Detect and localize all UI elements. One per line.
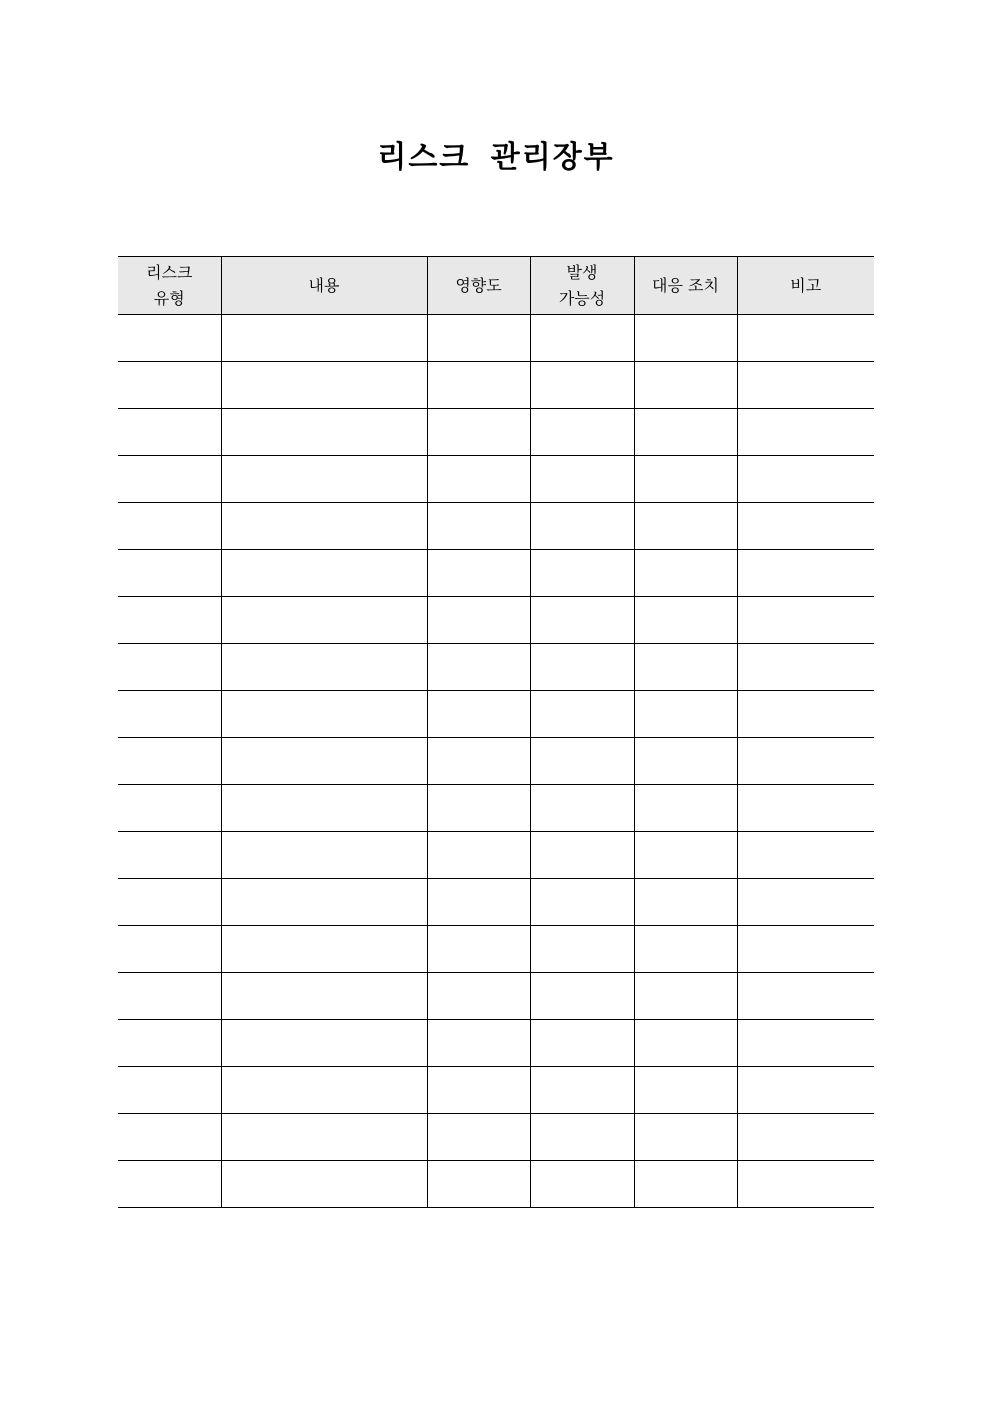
cell-impact[interactable] bbox=[427, 550, 530, 597]
cell-risk-type[interactable] bbox=[118, 550, 221, 597]
cell-risk-type[interactable] bbox=[118, 691, 221, 738]
cell-remarks[interactable] bbox=[737, 1020, 874, 1067]
cell-response[interactable] bbox=[634, 1067, 737, 1114]
cell-remarks[interactable] bbox=[737, 597, 874, 644]
cell-response[interactable] bbox=[634, 597, 737, 644]
cell-remarks[interactable] bbox=[737, 1067, 874, 1114]
header-risk-type-line-2: 유형 bbox=[153, 288, 185, 308]
cell-remarks[interactable] bbox=[737, 315, 874, 362]
cell-likelihood[interactable] bbox=[530, 973, 634, 1020]
header-likelihood-line-1: 발생 bbox=[566, 262, 598, 282]
cell-likelihood[interactable] bbox=[530, 1161, 634, 1208]
cell-impact[interactable] bbox=[427, 644, 530, 691]
cell-response[interactable] bbox=[634, 550, 737, 597]
page-title: 리스크 관리장부 bbox=[377, 140, 615, 175]
table-row bbox=[118, 926, 874, 973]
table-row bbox=[118, 879, 874, 926]
cell-risk-type[interactable] bbox=[118, 1067, 221, 1114]
table-row bbox=[118, 832, 874, 879]
cell-risk-type[interactable] bbox=[118, 973, 221, 1020]
cell-likelihood[interactable] bbox=[530, 597, 634, 644]
cell-risk-type[interactable] bbox=[118, 362, 221, 409]
table-row bbox=[118, 644, 874, 691]
cell-risk-type[interactable] bbox=[118, 503, 221, 550]
header-response-label: 대응 조치 bbox=[652, 275, 719, 295]
cell-risk-type[interactable] bbox=[118, 879, 221, 926]
cell-remarks[interactable] bbox=[737, 362, 874, 409]
cell-impact[interactable] bbox=[427, 503, 530, 550]
cell-risk-type[interactable] bbox=[118, 738, 221, 785]
cell-remarks[interactable] bbox=[737, 550, 874, 597]
cell-remarks[interactable] bbox=[737, 1161, 874, 1208]
cell-content[interactable] bbox=[221, 550, 427, 597]
risk-register-table bbox=[118, 256, 874, 1208]
table-row bbox=[118, 409, 874, 456]
cell-risk-type[interactable] bbox=[118, 1114, 221, 1161]
header-response bbox=[634, 257, 737, 315]
table-row bbox=[118, 785, 874, 832]
table-row bbox=[118, 456, 874, 503]
cell-content[interactable] bbox=[221, 362, 427, 409]
header-likelihood bbox=[530, 257, 634, 315]
cell-content[interactable] bbox=[221, 1020, 427, 1067]
cell-likelihood[interactable] bbox=[530, 315, 634, 362]
cell-impact[interactable] bbox=[427, 362, 530, 409]
table-row bbox=[118, 1114, 874, 1161]
cell-remarks[interactable] bbox=[737, 409, 874, 456]
header-remarks bbox=[737, 257, 874, 315]
cell-likelihood[interactable] bbox=[530, 644, 634, 691]
cell-response[interactable] bbox=[634, 1161, 737, 1208]
cell-impact[interactable] bbox=[427, 738, 530, 785]
cell-response[interactable] bbox=[634, 738, 737, 785]
cell-likelihood[interactable] bbox=[530, 362, 634, 409]
cell-likelihood[interactable] bbox=[530, 409, 634, 456]
table-row bbox=[118, 597, 874, 644]
cell-response[interactable] bbox=[634, 973, 737, 1020]
cell-impact[interactable] bbox=[427, 1067, 530, 1114]
cell-content[interactable] bbox=[221, 503, 427, 550]
cell-response[interactable] bbox=[634, 691, 737, 738]
cell-response[interactable] bbox=[634, 409, 737, 456]
cell-impact[interactable] bbox=[427, 456, 530, 503]
cell-impact[interactable] bbox=[427, 1114, 530, 1161]
cell-likelihood[interactable] bbox=[530, 550, 634, 597]
cell-content[interactable] bbox=[221, 785, 427, 832]
cell-likelihood[interactable] bbox=[530, 456, 634, 503]
cell-remarks[interactable] bbox=[737, 879, 874, 926]
cell-content[interactable] bbox=[221, 973, 427, 1020]
cell-content[interactable] bbox=[221, 691, 427, 738]
cell-risk-type[interactable] bbox=[118, 644, 221, 691]
cell-content[interactable] bbox=[221, 832, 427, 879]
cell-content[interactable] bbox=[221, 926, 427, 973]
table-row bbox=[118, 738, 874, 785]
cell-content[interactable] bbox=[221, 315, 427, 362]
header-risk-type bbox=[118, 257, 221, 315]
cell-risk-type[interactable] bbox=[118, 1020, 221, 1067]
cell-risk-type[interactable] bbox=[118, 456, 221, 503]
cell-likelihood[interactable] bbox=[530, 785, 634, 832]
cell-likelihood[interactable] bbox=[530, 503, 634, 550]
cell-response[interactable] bbox=[634, 832, 737, 879]
table-body bbox=[118, 315, 874, 1208]
cell-risk-type[interactable] bbox=[118, 597, 221, 644]
cell-impact[interactable] bbox=[427, 832, 530, 879]
cell-impact[interactable] bbox=[427, 785, 530, 832]
cell-remarks[interactable] bbox=[737, 503, 874, 550]
header-impact-label: 영향도 bbox=[455, 275, 502, 295]
cell-response[interactable] bbox=[634, 785, 737, 832]
cell-remarks[interactable] bbox=[737, 926, 874, 973]
cell-response[interactable] bbox=[634, 879, 737, 926]
header-likelihood-line-2: 가능성 bbox=[558, 288, 606, 308]
table-header bbox=[118, 257, 874, 315]
header-remarks-label: 비고 bbox=[790, 275, 822, 295]
cell-content[interactable] bbox=[221, 456, 427, 503]
table-row bbox=[118, 1067, 874, 1114]
cell-remarks[interactable] bbox=[737, 1114, 874, 1161]
cell-risk-type[interactable] bbox=[118, 785, 221, 832]
cell-response[interactable] bbox=[634, 456, 737, 503]
cell-content[interactable] bbox=[221, 1114, 427, 1161]
cell-remarks[interactable] bbox=[737, 832, 874, 879]
cell-likelihood[interactable] bbox=[530, 738, 634, 785]
cell-likelihood[interactable] bbox=[530, 879, 634, 926]
cell-impact[interactable] bbox=[427, 879, 530, 926]
cell-risk-type[interactable] bbox=[118, 315, 221, 362]
cell-remarks[interactable] bbox=[737, 456, 874, 503]
cell-response[interactable] bbox=[634, 362, 737, 409]
cell-likelihood[interactable] bbox=[530, 832, 634, 879]
cell-risk-type[interactable] bbox=[118, 926, 221, 973]
table-row bbox=[118, 973, 874, 1020]
cell-impact[interactable] bbox=[427, 926, 530, 973]
cell-content[interactable] bbox=[221, 738, 427, 785]
header-content bbox=[221, 257, 427, 315]
cell-impact[interactable] bbox=[427, 691, 530, 738]
header-impact bbox=[427, 257, 530, 315]
cell-impact[interactable] bbox=[427, 973, 530, 1020]
cell-impact[interactable] bbox=[427, 315, 530, 362]
cell-response[interactable] bbox=[634, 926, 737, 973]
cell-content[interactable] bbox=[221, 879, 427, 926]
cell-likelihood[interactable] bbox=[530, 1114, 634, 1161]
cell-risk-type[interactable] bbox=[118, 1161, 221, 1208]
cell-likelihood[interactable] bbox=[530, 926, 634, 973]
cell-remarks[interactable] bbox=[737, 644, 874, 691]
header-row bbox=[118, 257, 874, 315]
cell-content[interactable] bbox=[221, 1161, 427, 1208]
header-content-label: 내용 bbox=[308, 275, 340, 295]
table-row bbox=[118, 550, 874, 597]
cell-likelihood[interactable] bbox=[530, 1020, 634, 1067]
cell-remarks[interactable] bbox=[737, 785, 874, 832]
cell-content[interactable] bbox=[221, 1067, 427, 1114]
cell-impact[interactable] bbox=[427, 1161, 530, 1208]
cell-risk-type[interactable] bbox=[118, 409, 221, 456]
cell-content[interactable] bbox=[221, 597, 427, 644]
cell-likelihood[interactable] bbox=[530, 691, 634, 738]
cell-response[interactable] bbox=[634, 644, 737, 691]
cell-likelihood[interactable] bbox=[530, 1067, 634, 1114]
table-row bbox=[118, 315, 874, 362]
cell-content[interactable] bbox=[221, 644, 427, 691]
table-row bbox=[118, 1020, 874, 1067]
cell-response[interactable] bbox=[634, 315, 737, 362]
cell-remarks[interactable] bbox=[737, 973, 874, 1020]
header-risk-type-line-1: 리스크 bbox=[146, 262, 193, 282]
cell-impact[interactable] bbox=[427, 409, 530, 456]
cell-response[interactable] bbox=[634, 1114, 737, 1161]
cell-remarks[interactable] bbox=[737, 691, 874, 738]
cell-risk-type[interactable] bbox=[118, 832, 221, 879]
table-row bbox=[118, 1161, 874, 1208]
cell-impact[interactable] bbox=[427, 1020, 530, 1067]
table-row bbox=[118, 691, 874, 738]
table-row bbox=[118, 362, 874, 409]
cell-response[interactable] bbox=[634, 1020, 737, 1067]
table-row bbox=[118, 503, 874, 550]
cell-content[interactable] bbox=[221, 409, 427, 456]
cell-response[interactable] bbox=[634, 503, 737, 550]
cell-remarks[interactable] bbox=[737, 738, 874, 785]
cell-impact[interactable] bbox=[427, 597, 530, 644]
